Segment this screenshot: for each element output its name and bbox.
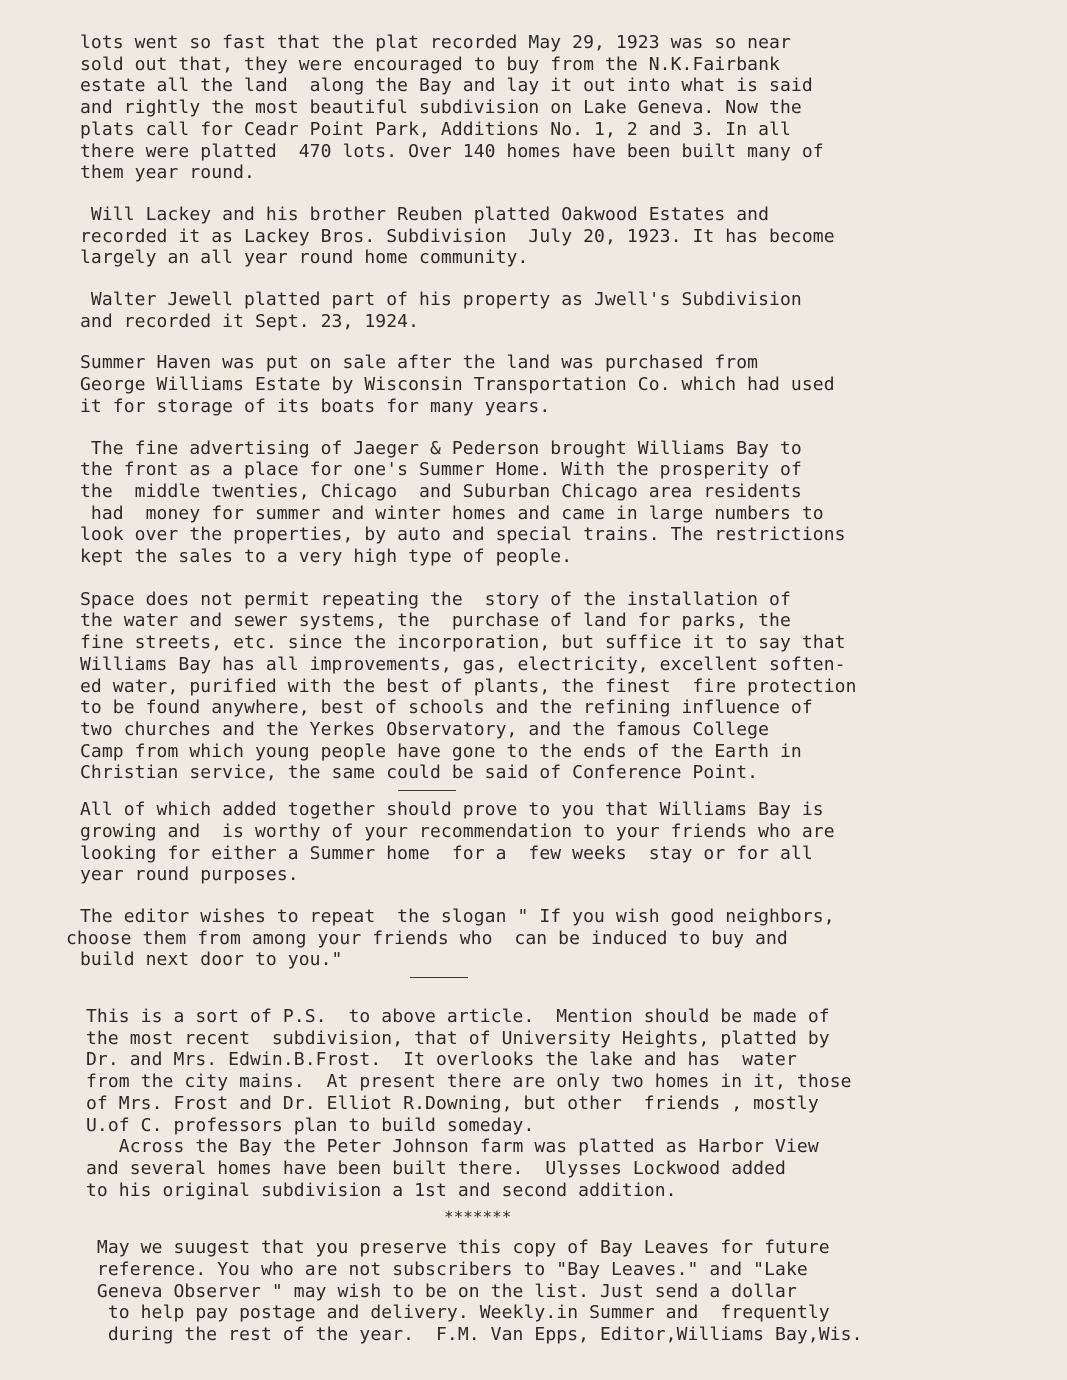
text-line: choose them from among your friends who can be induced to buy and xyxy=(66,927,788,949)
paragraph-summer-haven xyxy=(80,352,1027,417)
asterisk-separator: ******* xyxy=(444,1207,512,1227)
text-line: sold out that, they were encouraged to buy from the N.K.Fairbank xyxy=(80,53,780,75)
text-line: largely an all year round home community. xyxy=(80,247,529,269)
text-line: and several homes have been built there. Ulysses Lockwood added xyxy=(86,1157,786,1179)
text-line: of Mrs. Frost and Dr. Elliot R.Downing, but other friends , mostly xyxy=(86,1092,819,1114)
text-line: kept the sales to a very high type of people. xyxy=(80,546,573,568)
text-line: reference. You who are not subscribers to "Bay Leaves." and "Lake xyxy=(86,1259,808,1281)
text-line: to help pay postage and delivery. Weekly.in Summer and frequently xyxy=(86,1302,830,1324)
text-line: look over the properties, by auto and special trains. The restrictions xyxy=(80,524,846,546)
text-line: year round purposes. xyxy=(80,864,299,886)
text-line: build next door to you." xyxy=(80,949,343,971)
text-line: Summer Haven was put on sale after the land was purchased from xyxy=(80,352,759,374)
text-line: Across the Bay the Peter Johnson farm was platted as Harbor View xyxy=(86,1136,819,1158)
text-line: during the rest of the year. F.M. Van Epps, Editor,Williams Bay,Wis. xyxy=(86,1324,863,1346)
text-line: Will Lackey and his brother Reuben platted Oakwood Estates and xyxy=(80,203,770,225)
text-line: growing and is worthy of your recommendation to your friends who are xyxy=(80,820,835,842)
text-line: looking for either a Summer home for a few weeks stay or for all xyxy=(80,842,813,864)
text-line: estate all the land along the Bay and lay it out into what is said xyxy=(80,75,813,97)
paragraph-recommendation xyxy=(80,799,1027,886)
text-line: them year round. xyxy=(80,162,255,184)
text-line: and rightly the most beautiful subdivision on Lake Geneva. Now the xyxy=(80,97,802,119)
text-line: Space does not permit repeating the story of the installation of xyxy=(80,588,791,610)
paragraph-cedar-point xyxy=(80,32,1027,184)
text-line: Geneva Observer " may wish to be on the list. Just send a dollar xyxy=(86,1280,797,1302)
text-line: the front as a place for one's Summer Home. With the prosperity of xyxy=(80,459,802,481)
text-line: the most recent subdivision, that of University Heights, platted by xyxy=(86,1027,830,1049)
text-line: The editor wishes to repeat the slogan " If you wish good neighbors, xyxy=(80,905,835,927)
text-line: May we suugest that you preserve this copy of Bay Leaves for future xyxy=(86,1237,830,1259)
text-line: This is a sort of P.S. to above article. Mention should be made of xyxy=(86,1006,830,1028)
text-line: from the city mains. At present there are only two homes in it, those xyxy=(86,1071,852,1093)
text-line: Williams Bay has all improvements, gas, electricity, excellent soften- xyxy=(80,653,846,675)
paragraph-jewell-subdivision xyxy=(80,289,1027,332)
text-line: recorded it as Lackey Bros. Subdivision July 20, 1923. It has become xyxy=(80,225,835,247)
section-divider xyxy=(410,977,468,978)
text-line: The fine advertising of Jaeger & Pederson brought Williams Bay to xyxy=(80,437,802,459)
text-line: to be found anywhere, best of schools and the refining influence of xyxy=(80,697,813,719)
text-line: plats call for Ceadr Point Park, Additions No. 1, 2 and 3. In all xyxy=(80,118,791,140)
text-line: and recorded it Sept. 23, 1924. xyxy=(80,310,420,332)
text-line: the water and sewer systems, the purchase of land for parks, the xyxy=(80,610,791,632)
section-divider xyxy=(398,790,456,791)
text-line: Dr. and Mrs. Edwin.B.Frost. It overlooks the lake and has water xyxy=(86,1049,797,1071)
paragraph-postscript xyxy=(86,1006,1027,1201)
text-line: Christian service, the same could be said of Conference Point. xyxy=(80,762,759,784)
paragraph-subscription-note xyxy=(86,1237,1027,1346)
paragraph-improvements xyxy=(80,589,1027,784)
text-line: All of which added together should prove to you that Williams Bay is xyxy=(80,799,824,821)
text-line: fine streets, etc. since the incorporation, but suffice it to say that xyxy=(80,632,846,654)
text-line: there were platted 470 lots. Over 140 homes have been built many of xyxy=(80,140,824,162)
text-line: U.of C. professors plan to build someday. xyxy=(86,1114,535,1136)
paragraph-slogan xyxy=(66,905,1027,971)
text-line: two churches and the Yerkes Observatory, and the famous College xyxy=(80,718,770,740)
text-line: to his original subdivision a 1st and second addition. xyxy=(86,1179,677,1201)
text-line: lots went so fast that the plat recorded May 29, 1923 was so near xyxy=(80,32,791,53)
text-line: Camp from which young people have gone to the ends of the Earth in xyxy=(80,740,802,762)
paragraph-oakwood-estates xyxy=(80,204,1027,269)
text-line: it for storage of its boats for many years. xyxy=(80,395,551,417)
paragraph-advertising xyxy=(80,438,1027,568)
text-line: ed water, purified with the best of plants, the finest fire protection xyxy=(80,675,857,697)
text-line: Walter Jewell platted part of his property as Jwell's Subdivision xyxy=(80,289,802,311)
text-line: George Williams Estate by Wisconsin Transportation Co. which had used xyxy=(80,374,835,396)
text-line: had money for summer and winter homes and came in large numbers to xyxy=(80,502,824,524)
text-line: the middle twenties, Chicago and Suburban Chicago area residents xyxy=(80,480,802,502)
